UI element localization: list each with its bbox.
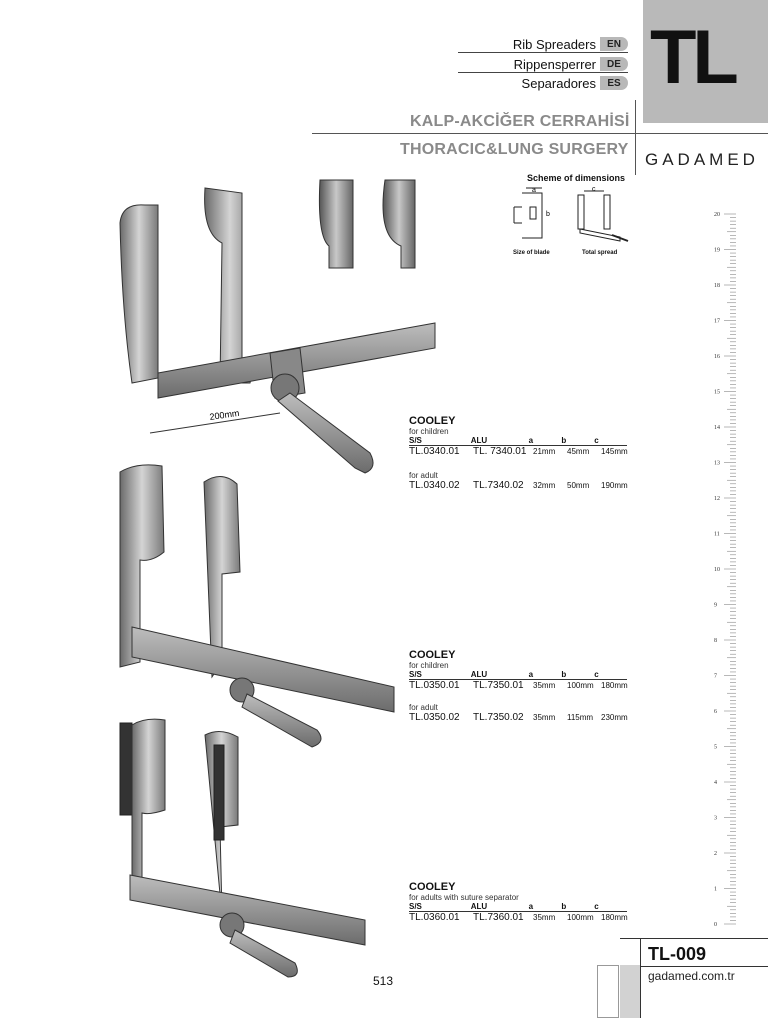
divider (635, 135, 636, 175)
scheme-caption-spread: Total spread (582, 250, 618, 256)
cell-ss: TL.0360.01 (409, 912, 460, 923)
divider (640, 938, 641, 1018)
cell-c: 190mm (601, 481, 628, 490)
website-url: gadamed.com.tr (648, 969, 735, 983)
col-alu: ALU (470, 670, 488, 679)
lang-row-en (513, 35, 628, 53)
ruler-label: 12 (714, 496, 720, 502)
cell-alu: TL. 7340.01 (473, 446, 527, 457)
scheme-caption-blade: Size of blade (513, 250, 550, 256)
label-a: a (532, 187, 536, 194)
product-sub: for adult (409, 471, 438, 480)
col-b: b (561, 436, 567, 445)
lang-name-en: Rib Spreaders (512, 36, 596, 52)
lang-name-de: Rippensperrer (513, 56, 596, 72)
page-number: 513 (373, 974, 394, 988)
ruler-label: 19 (714, 247, 720, 254)
cell-ss: TL.0350.01 (409, 680, 460, 691)
table-row (409, 446, 635, 457)
ruler-labels (714, 212, 720, 928)
rib-spreader-image-3 (110, 715, 370, 985)
spread-diagram (578, 191, 628, 241)
table-row (409, 480, 635, 491)
ruler-label: 10 (714, 567, 720, 573)
product-sub: for children (409, 427, 449, 436)
brand-logo: GADAMED (645, 150, 759, 169)
lang-row-es (522, 74, 628, 92)
cell-a: 21mm (533, 447, 556, 456)
ruler-label: 20 (714, 212, 720, 218)
cell-b: 45mm (567, 447, 590, 456)
product-name: COOLEY (409, 415, 456, 427)
col-alu: ALU (470, 902, 488, 911)
ruler-label: 9 (714, 602, 717, 609)
col-alu: ALU (470, 436, 488, 445)
footer-box (597, 965, 619, 1018)
product-sub: for adults with suture separator (409, 893, 519, 902)
cell-c: 230mm (601, 713, 628, 722)
table-header (409, 436, 627, 446)
rib-spreader-image-1 (110, 183, 440, 478)
lang-name-es: Separadores (521, 75, 596, 91)
table-row (409, 712, 635, 723)
table-row (409, 680, 635, 691)
measurement-ruler (714, 210, 736, 928)
ruler-label: 11 (714, 531, 720, 538)
cell-alu: TL.7360.01 (473, 912, 524, 923)
heading-en: THORACIC&LUNG SURGERY (400, 141, 629, 158)
col-ss: S/S (409, 670, 422, 679)
section-code: TL (650, 15, 735, 100)
ruler-label: 8 (714, 638, 717, 644)
ruler-label: 4 (714, 780, 717, 786)
cell-b: 115mm (567, 713, 594, 722)
col-b: b (561, 902, 567, 911)
label-c: c (592, 186, 596, 193)
cell-b: 100mm (567, 913, 594, 922)
lang-tag-es: ES (600, 76, 628, 90)
cell-ss: TL.0350.02 (409, 712, 460, 723)
cell-a: 35mm (533, 681, 556, 690)
col-a: a (528, 436, 534, 445)
col-c: c (594, 670, 599, 679)
product-name: COOLEY (409, 649, 456, 661)
ruler-label: 15 (714, 389, 720, 396)
cell-ss: TL.0340.01 (409, 446, 460, 457)
rib-spreader-image-2 (112, 462, 402, 752)
cell-alu: TL.7350.01 (473, 680, 524, 691)
cell-ss: TL.0340.02 (409, 480, 460, 491)
ruler-label: 14 (714, 425, 720, 431)
divider (312, 133, 768, 134)
divider (641, 966, 768, 967)
product-sub: for adult (409, 703, 438, 712)
ruler-label: 7 (714, 673, 717, 680)
col-ss: S/S (409, 436, 422, 445)
ruler-label: 18 (714, 283, 720, 289)
col-ss: S/S (409, 902, 422, 911)
col-a: a (528, 670, 534, 679)
ruler-label: 5 (714, 744, 717, 751)
label-b: b (546, 211, 550, 218)
divider (458, 72, 628, 73)
lang-row-de (514, 55, 628, 73)
ruler-label: 6 (714, 709, 717, 715)
heading-tr: KALP-AKCİĞER CERRAHİSİ (410, 113, 630, 130)
ruler-label: 0 (714, 922, 717, 928)
ruler-ticks (724, 214, 736, 924)
product-block-1 (409, 415, 635, 491)
cell-a: 35mm (533, 713, 556, 722)
scheme-diagram (500, 183, 640, 248)
table-header (409, 670, 627, 680)
col-c: c (594, 436, 599, 445)
ruler-label: 3 (714, 815, 717, 822)
cell-b: 50mm (567, 481, 590, 490)
dimension-label: 200mm (208, 407, 241, 422)
ruler-label: 17 (714, 318, 720, 325)
divider (620, 938, 768, 939)
product-block-2 (409, 649, 635, 723)
scheme-title: Scheme of dimensions (527, 173, 626, 183)
col-b: b (561, 670, 567, 679)
cell-b: 100mm (567, 681, 594, 690)
ruler-label: 2 (714, 851, 717, 857)
product-sub: for children (409, 661, 449, 670)
cell-a: 35mm (533, 913, 556, 922)
divider (635, 100, 636, 135)
lang-tag-en: EN (600, 37, 628, 51)
col-c: c (594, 902, 599, 911)
blade-diagram (514, 188, 542, 238)
product-block-3 (409, 881, 635, 923)
cell-c: 145mm (601, 447, 628, 456)
ruler-label: 13 (714, 460, 720, 467)
lang-tag-de: DE (600, 57, 628, 71)
col-a: a (528, 902, 534, 911)
table-row (409, 912, 635, 923)
cell-alu: TL.7350.02 (473, 712, 524, 723)
ruler-label: 16 (714, 354, 720, 360)
page-code: TL-009 (648, 944, 707, 964)
cell-c: 180mm (601, 913, 628, 922)
ruler-label: 1 (714, 886, 717, 893)
divider (458, 52, 628, 53)
cell-alu: TL.7340.02 (473, 480, 524, 491)
cell-c: 180mm (601, 681, 628, 690)
cell-a: 32mm (533, 481, 556, 490)
table-header (409, 902, 627, 912)
footer-box-shade (620, 965, 640, 1018)
product-name: COOLEY (409, 881, 456, 893)
